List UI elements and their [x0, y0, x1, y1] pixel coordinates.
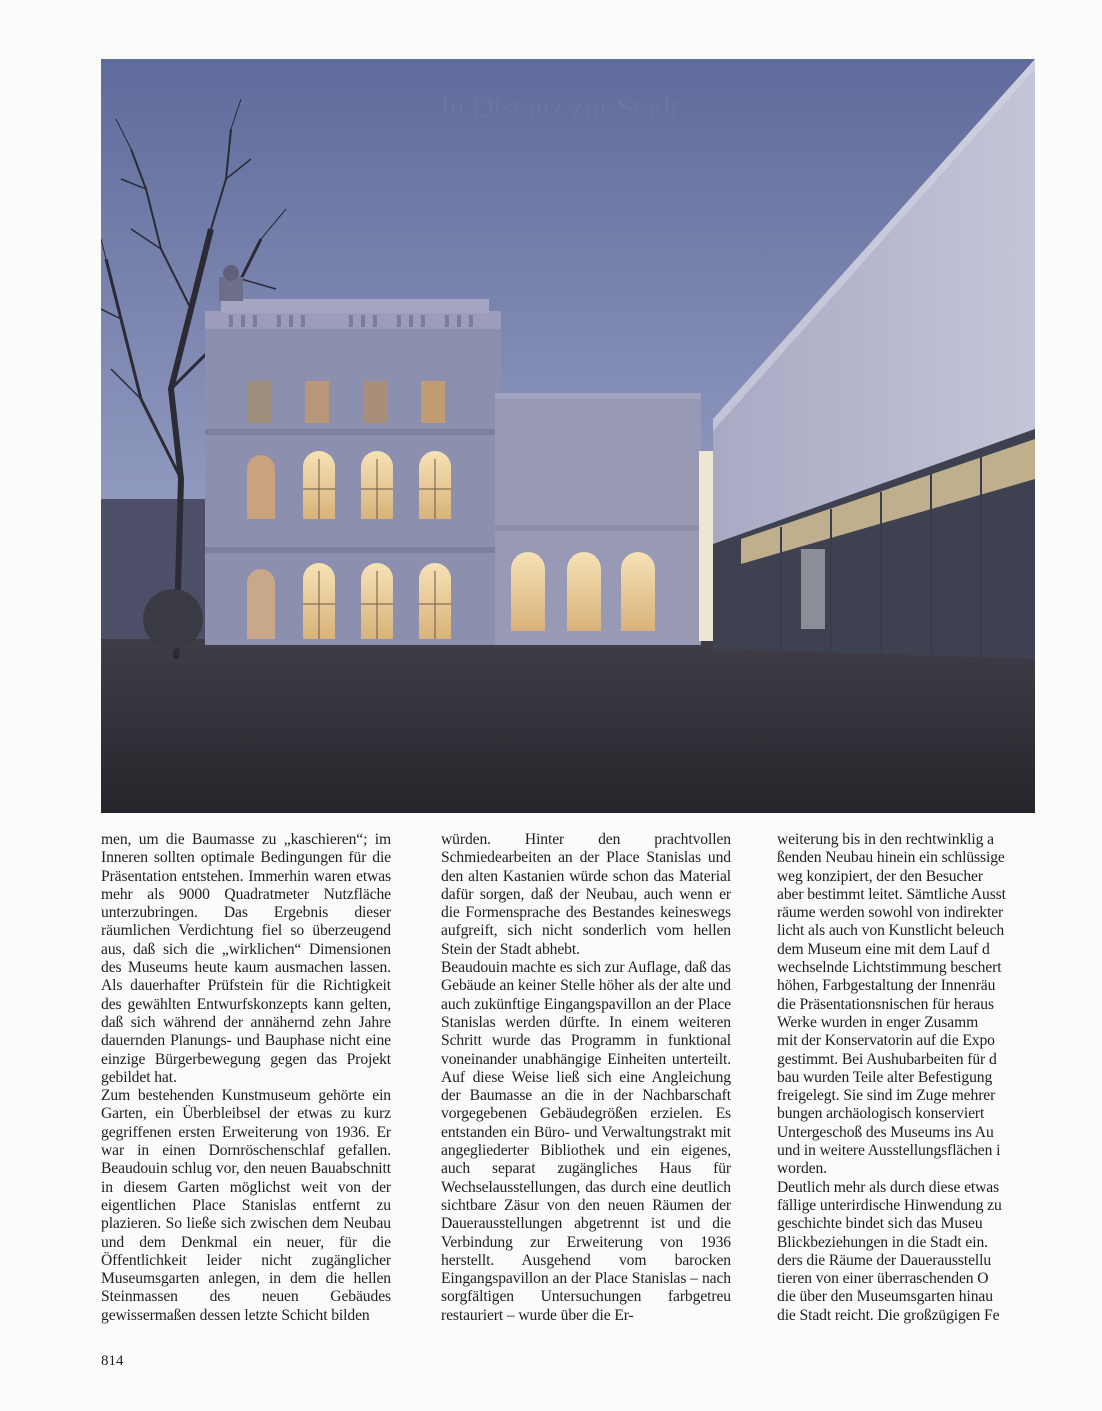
paragraph: weiterung bis in den rechtwinklig a ßenden Neubau hinein ein schlüssige weg konzipiert, der den Besucher aber bestimmt leitet. Sämtliche Ausst räume werden sowohl von indirekter licht als auch von Kunstlicht beleuch dem Museum eine mit dem Lauf d wechselnde Lichtstimmung beschert höhen, Farbgestaltung der Innenräu die Präsentationsnischen für heraus Werke wurden in enger Zusamm mit der Konservatorin auf die Expo gestimmt. Bei Aushubarbeiten für d bau wurden Teile alter Befestigung freigelegt. Sie sind im Zuge mehrer bungen archäologisch konserviert Untergeschoß des Museums ins Au und in weitere Ausstellungsflächen i worden.: [777, 831, 1006, 1178]
paragraph: Deutlich mehr als durch diese etwas fällige unterirdische Hinwendung zu geschichte bindet sich das Museu Blickbeziehungen in die Stadt ein. ders die Räume der Dauerausstellu tieren von einer überraschenden O die über den Museumsgarten hinau die Stadt reicht. Die großzügigen Fe: [777, 1178, 1002, 1324]
paragraph: men, um die Baumasse zu „kaschieren“; im Inneren sollten optimale Bedingungen für die Präsentation entstehen. Immerhin waren etwas mehr als 9000 Quadratmeter Nutzfläche unterzubringen. Das Ergebnis dieser räumlichen Verdichtung fiel so überzeugend aus, daß sich die „wirklichen“ Dimensionen des Museums heute kaum ausmachen lassen. Als dauerhafter Prüfstein für die Richtigkeit des gewählten Entwurfskonzepts kann gelten, daß sich während der annähernd zehn Jahre dauernden Planungs- und Bauphase nicht eine einzige Bürgerbewegung gegen das Projekt gebildet hat.: [101, 831, 391, 1086]
article-column-1: [101, 831, 391, 1325]
article-column-3: [777, 831, 1036, 1325]
faint-reflection: ln Distanz zur Stadt: [441, 91, 679, 124]
paragraph: würden. Hinter den prachtvollen Schmiedearbeiten an der Place Stanislas und den alten Kastanien würde schon das Material dafür sorgen, daß der Neubau, auch wenn er die Formensprache des Bestandes keineswegs aufgreift, sich nicht sonderlich vom hellen Stein der Stadt abhebt.: [441, 831, 731, 958]
light-joint: [699, 451, 715, 641]
museum-photograph: [101, 59, 1035, 813]
extension-1936: [495, 393, 701, 645]
article-body: [101, 831, 1036, 1411]
garden-shrub: [143, 589, 203, 649]
page-number: 814: [101, 1353, 124, 1369]
historic-pavilion: [205, 265, 501, 645]
article-column-2: [441, 831, 731, 1325]
lawn: [101, 629, 1035, 813]
paragraph: Zum bestehenden Kunstmuseum gehörte ein Garten, ein Überbleibsel der etwas zu kurz gegriffenen ersten Erweiterung von 1936. Er war in einen Dornröschenschlaf gefallen. Beaudouin schlug vor, den neuen Bauabschnitt in diesem Garten möglichst weit von der eigentlichen Place Stanislas entfernt zu plazieren. So ließe sich zwischen dem Neubau und dem Denkmal ein neuer, für die Öffentlichkeit leider nicht zugänglicher Museumsgarten anlegen, in dem die hellen Steinmassen des neuen Gebäudes gewissermaßen dessen letzte Schicht bilden: [101, 1087, 391, 1324]
paragraph: Beaudouin machte es sich zur Auflage, daß das Gebäude an keiner Stelle höher als der alte und auch zukünftige Eingangspavillon an der Place Stanislas werden dürfte. In einem weiteren Schritt wurde das Programm in funktional voneinander unabhängige Einheiten unterteilt. Auf diese Weise ließ sich eine Angleichung der Baumasse an die in der Nachbarschaft vorgegebenen Gebäudegrößen erzielen. Es entstanden ein Büro- und Verwaltungstrakt mit angegliederter Bibliothek und ein eigenes, auch separat zugängliches Haus für Wechselausstellungen, das durch eine deutlich sichtbare Zäsur von den neuen Räumen der Dauerausstellungen abgetrennt ist und die Verbindung zur Erweiterung von 1936 herstellt. Ausgehend vom barocken Eingangspavillon an der Place Stanislas – nach sorgfältigen Untersuchungen farbgetreu restauriert – wurde über die Er-: [441, 959, 731, 1324]
